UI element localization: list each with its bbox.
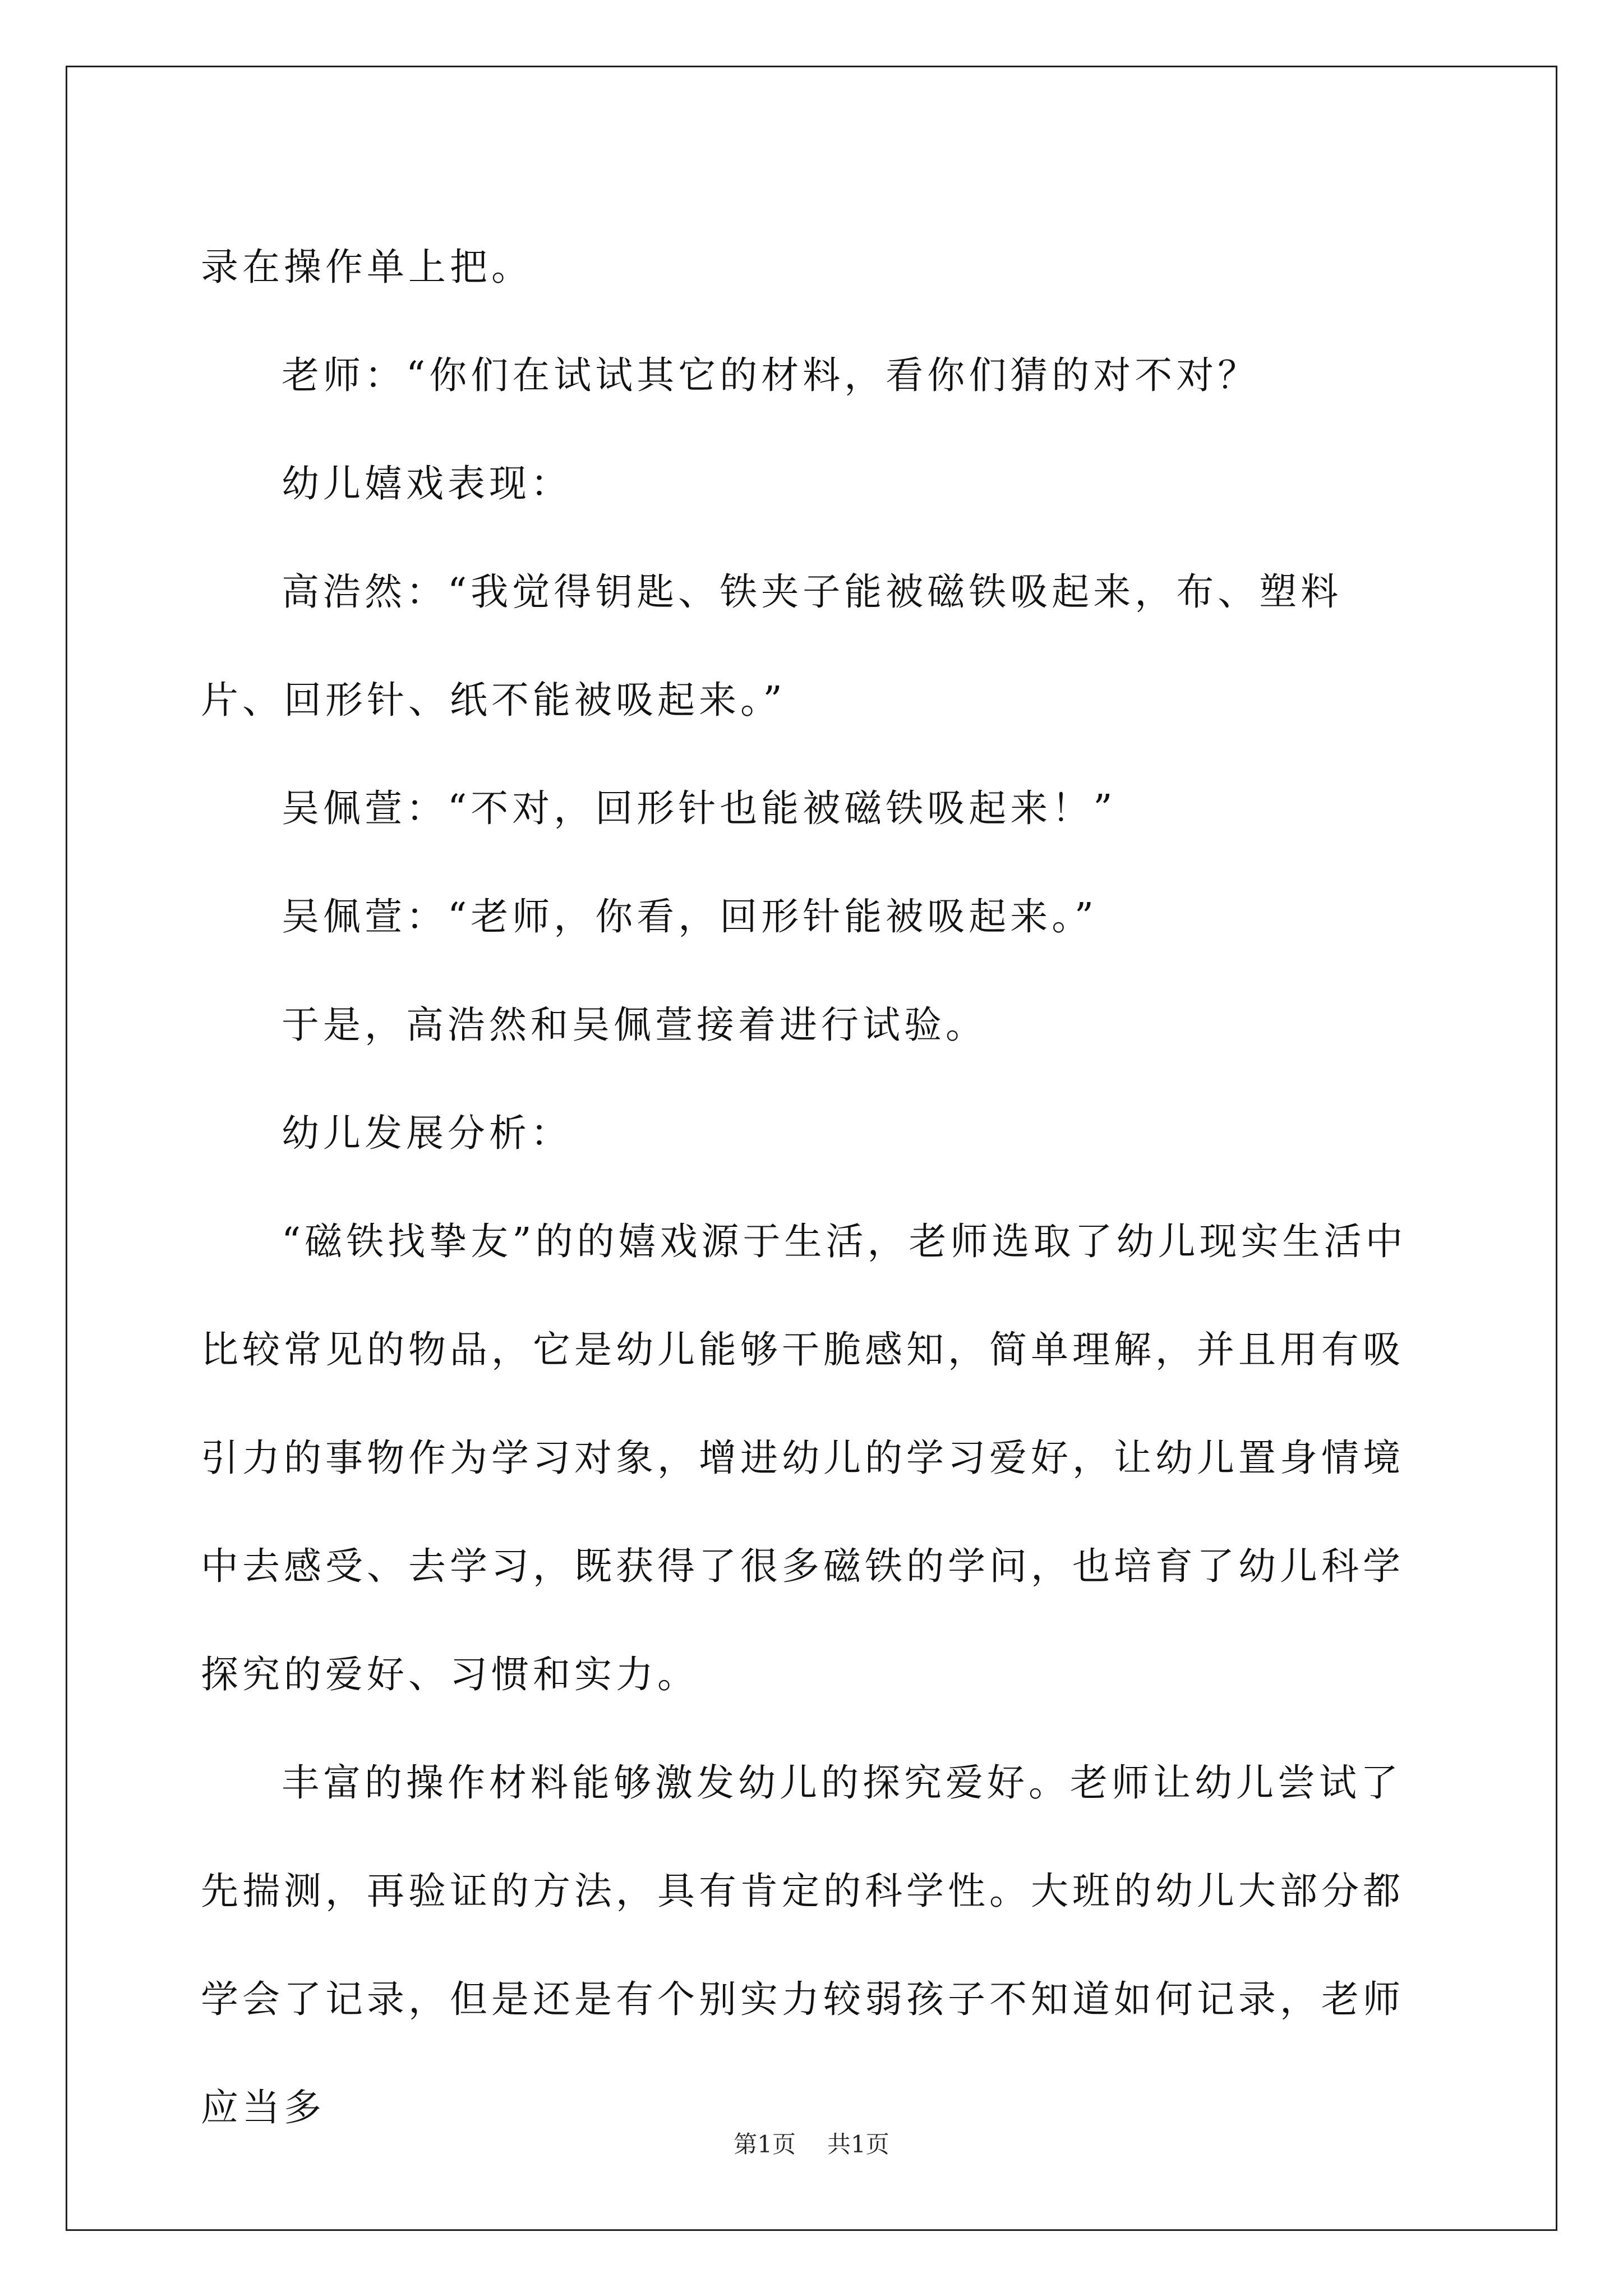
- paragraph-10: 丰富的操作材料能够激发幼儿的探究爱好。老师让幼儿尝试了先揣测，再验证的方法，具有肯定的科学性。大班的幼儿大部分都学会了记录，但是还是有个别实力较弱孩子不知道如何记录，老师应当多: [201, 1761, 1404, 2129]
- page-footer: [0, 2126, 1623, 2160]
- paragraph-9: “磁铁找挚友”的的嬉戏源于生活，老师选取了幼儿现实生活中比较常见的物品，它是幼儿能够干脆感知，简单理解，并且用有吸引力的事物作为学习对象，增进幼儿的学习爱好，让幼儿置身情境中去感受、去学习，既获得了很多磁铁的学问，也培育了幼儿科学探究的爱好、习惯和实力。: [201, 1220, 1407, 1696]
- paragraph-7: 于是，高浩然和吴佩萱接着进行试验。: [282, 1003, 987, 1047]
- page-number: 第1页: [734, 2131, 796, 2158]
- document-body: [201, 213, 1423, 2162]
- paragraph-3: 幼儿嬉戏表现：: [282, 462, 572, 505]
- page-total: 共1页: [827, 2131, 889, 2158]
- paragraph-6: 吴佩萱：“老师，你看，回形针能被吸起来。”: [282, 895, 1098, 938]
- paragraph-5: 吴佩萱：“不对，回形针也能被磁铁吸起来！”: [282, 786, 1117, 830]
- paragraph-2: 老师：“你们在试试其它的材料，看你们猜的对不对？: [282, 353, 1260, 397]
- paragraph-4: 高浩然：“我觉得钥匙、铁夹子能被磁铁吸起来，布、塑料片、回形针、纸不能被吸起来。”: [201, 570, 1343, 722]
- paragraph-8: 幼儿发展分析：: [282, 1111, 572, 1155]
- paragraph-1: 录在操作单上把。: [201, 245, 533, 289]
